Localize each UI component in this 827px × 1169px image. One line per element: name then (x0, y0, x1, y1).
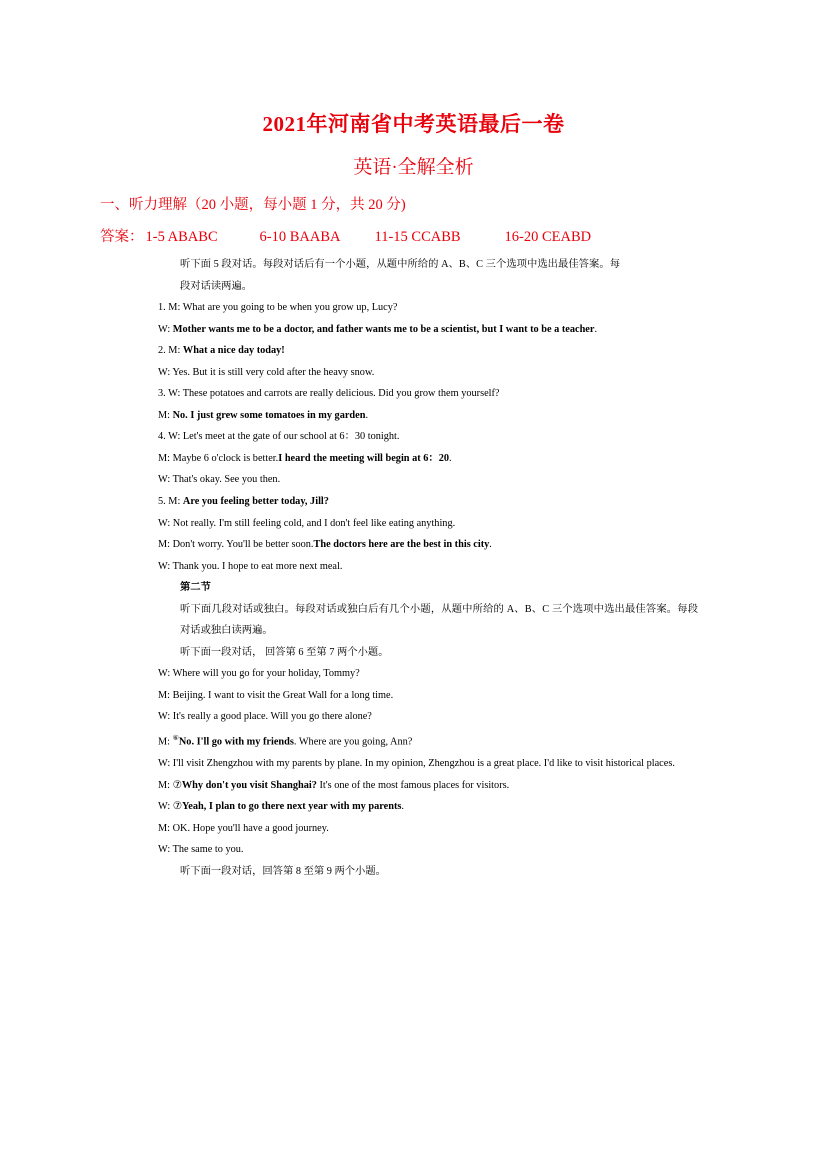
answer-group: 16-20 CEABD (504, 229, 592, 245)
dialogue-line (158, 448, 698, 470)
speaker-label: W: (158, 323, 173, 335)
instruction-text: 听下面一段对话， 回答第 6 至第 7 两个小题。 (180, 646, 389, 658)
dialogue-text: . Where are you going, Ann? (293, 736, 413, 748)
dialogue-line: W: Where will you go for your holiday, Tommy? (158, 668, 360, 680)
dialogue-line: 1. M: What are you going to be when you grow up, Lucy? (158, 302, 398, 314)
key-sentence: Mother wants me to be a doctor, and father wants me to be a scientist, but I want to be a teacher (172, 323, 595, 335)
dialogue-line (158, 319, 698, 341)
answer-group: 6-10 BAABA (259, 229, 341, 245)
dialogue-line: W: I'll visit Zhengzhou with my parents by plane. In my opinion, Zhengzhou is a great place. I'd like to visit historical places. (158, 758, 675, 769)
part-heading (158, 577, 698, 599)
dialogue-line: 4. W: Let's meet at the gate of our school at 6：30 tonight. (158, 431, 400, 443)
speaker-label: M: ⑦ (158, 779, 182, 791)
punctuation: . (489, 539, 492, 551)
key-sentence: Why don't you visit Shanghai? (181, 779, 317, 791)
speaker-label: 2. M: (158, 345, 183, 357)
key-sentence: Yeah, I plan to go there next year with my parents (182, 801, 402, 813)
dialogue-line (158, 340, 698, 362)
dialogue-line (158, 775, 698, 797)
key-sentence: The doctors here are the best in this city (313, 539, 490, 551)
dialogue-line (158, 534, 698, 556)
dialogue-text: M: Don't worry. You'll be better soon. (158, 539, 314, 551)
key-sentence: What a nice day today! (182, 345, 285, 357)
answer-key (100, 225, 591, 246)
answer-label: 答案： (100, 229, 144, 245)
listening-transcript (158, 254, 698, 882)
dialogue-line: W: The same to you. (158, 844, 244, 856)
answer-group: 11-15 CCABB (374, 229, 461, 245)
instruction-text: 听下面几段对话或独白。每段对话或独白后有几个小题，从题中所给的 A、B、C 三个选项中选出最佳答案。每段对话或独白读两遍。 (180, 603, 698, 637)
instruction-text: 听下面 5 段对话。每段对话后有一个小题，从题中所给的 A、B、C 三个选项中选出最佳答案。每段对话读两遍。 (180, 259, 620, 292)
dialogue-line: W: Thank you. I hope to eat more next meal. (158, 560, 343, 572)
speaker-label: 5. M: (158, 496, 183, 508)
dialogue-text: M: Maybe 6 o'clock is better. (158, 452, 279, 464)
speaker-label: M: (158, 409, 173, 421)
dialogue-text: It's one of the most famous places for visitors. (316, 779, 510, 791)
speaker-label: M: (158, 736, 173, 748)
dialogue-line: M: Beijing. I want to visit the Great Wall for a long time. (158, 689, 394, 701)
question-marker: ⑥ (172, 734, 179, 743)
punctuation: . (365, 409, 369, 421)
dialogue-line: W: It's really a good place. Will you go there alone? (158, 711, 372, 723)
dialogue-line: W: That's okay. See you then. (158, 474, 281, 486)
punctuation: . (449, 452, 452, 464)
instruction-text: 听下面一段对话，回答第 8 至第 9 两个小题。 (180, 865, 386, 877)
dialogue-line: M: OK. Hope you'll have a good journey. (158, 822, 329, 834)
key-sentence: Are you feeling better today, Jill? (182, 496, 329, 508)
key-sentence: I heard the meeting will begin at 6：20 (278, 452, 449, 464)
page-title: 2021年河南省中考英语最后一卷 (262, 112, 565, 136)
key-sentence: No. I'll go with my friends (178, 736, 294, 748)
punctuation: . (594, 323, 598, 335)
part-heading-text: 第二节 (180, 582, 211, 594)
dialogue-line (158, 491, 698, 513)
dialogue-line (158, 728, 698, 753)
dialogue-line: 3. W: These potatoes and carrots are really delicious. Did you grow them yourself? (158, 388, 500, 400)
punctuation: . (401, 801, 404, 813)
key-sentence: No. I just grew some tomatoes in my garden (172, 409, 366, 421)
dialogue-line: W: Yes. But it is still very cold after the heavy snow. (158, 366, 375, 378)
answer-group: 1-5 ABABC (145, 229, 218, 245)
dialogue-line (158, 796, 698, 818)
dialogue-line: W: Not really. I'm still feeling cold, and I don't feel like eating anything. (158, 517, 456, 529)
section-heading-listening: 一、听力理解（20 小题，每小题 1 分，共 20 分) (100, 197, 406, 213)
page-subtitle: 英语·全解全析 (353, 157, 474, 178)
dialogue-line (158, 405, 698, 427)
speaker-label: W: ⑦ (158, 801, 183, 813)
